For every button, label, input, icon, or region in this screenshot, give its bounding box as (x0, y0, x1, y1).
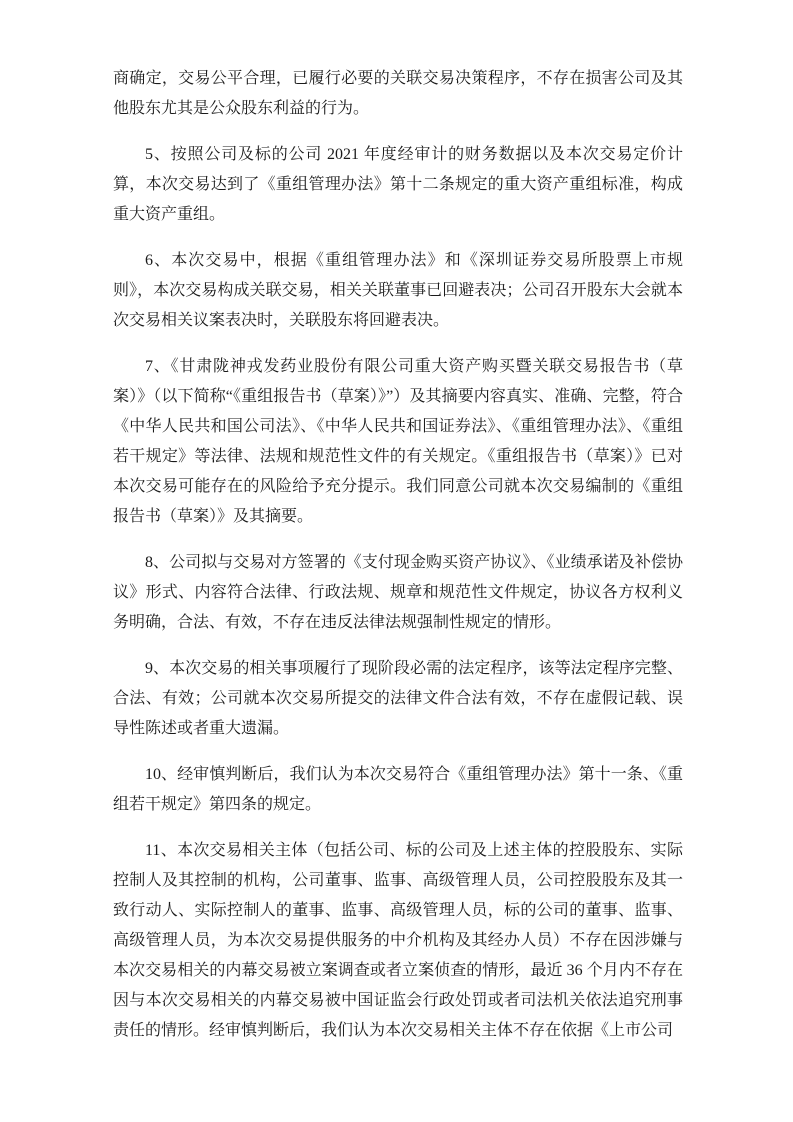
paragraph-item-7: 7、《甘肃陇神戎发药业股份有限公司重大资产购买暨关联交易报告书（草案）》（以下简称“《重组报告书（草案）》”）及其摘要内容真实、准确、完整，符合《中华人民共和国公司法》、《中华人民共和国证券法》、《重组管理办法》、《重组若干规定》等法律、法规和规范性文件的有关规定。《重组报告书（草案）》已对本次交易可能存在的风险给予充分提示。我们同意公司就本次交易编制的《重组报告书（草案）》及其摘要。 (113, 358, 683, 525)
paragraph-item-5: 5、按照公司及标的公司 2021 年度经审计的财务数据以及本次交易定价计算，本次交易达到了《重组管理办法》第十二条规定的重大资产重组标准，构成重大资产重组。 (113, 146, 683, 223)
document-body (113, 64, 683, 1046)
paragraph-item-9: 9、本次交易的相关事项履行了现阶段必需的法定程序，该等法定程序完整、合法、有效；公司就本次交易所提交的法律文件合法有效，不存在虚假记载、误导性陈述或者重大遗漏。 (113, 660, 683, 737)
paragraph-continuation: 商确定，交易公平合理，已履行必要的关联交易决策程序，不存在损害公司及其他股东尤其是公众股东利益的行为。 (113, 70, 683, 117)
paragraph-item-8: 8、公司拟与交易对方签署的《支付现金购买资产协议》、《业绩承诺及补偿协议》形式、内容符合法律、行政法规、规章和规范性文件规定，协议各方权利义务明确，合法、有效，不存在违反法律法规强制性规定的情形。 (113, 554, 683, 631)
paragraph-item-6: 6、本次交易中，根据《重组管理办法》和《深圳证券交易所股票上市规则》，本次交易构成关联交易，相关关联董事已回避表决；公司召开股东大会就本次交易相关议案表决时，关联股东将回避表决。 (113, 252, 683, 329)
paragraph-item-11: 11、本次交易相关主体（包括公司、标的公司及上述主体的控股股东、实际控制人及其控制的机构，公司董事、监事、高级管理人员，公司控股股东及其一致行动人、实际控制人的董事、监事、高级管理人员，标的公司的董事、监事、高级管理人员，为本次交易提供服务的中介机构及其经办人员）不存在因涉嫌与本次交易相关的内幕交易被立案调查或者立案侦查的情形，最近 36 个月内不存在因与本次交易相关的内幕交易被中国证监会行政处罚或者司法机关依法追究刑事责任的情形。经审慎判断后，我们认为本次交易相关主体不存在依据《上市公司 (113, 842, 683, 1039)
paragraph-item-10: 10、经审慎判断后，我们认为本次交易符合《重组管理办法》第十一条、《重组若干规定》第四条的规定。 (113, 766, 683, 813)
